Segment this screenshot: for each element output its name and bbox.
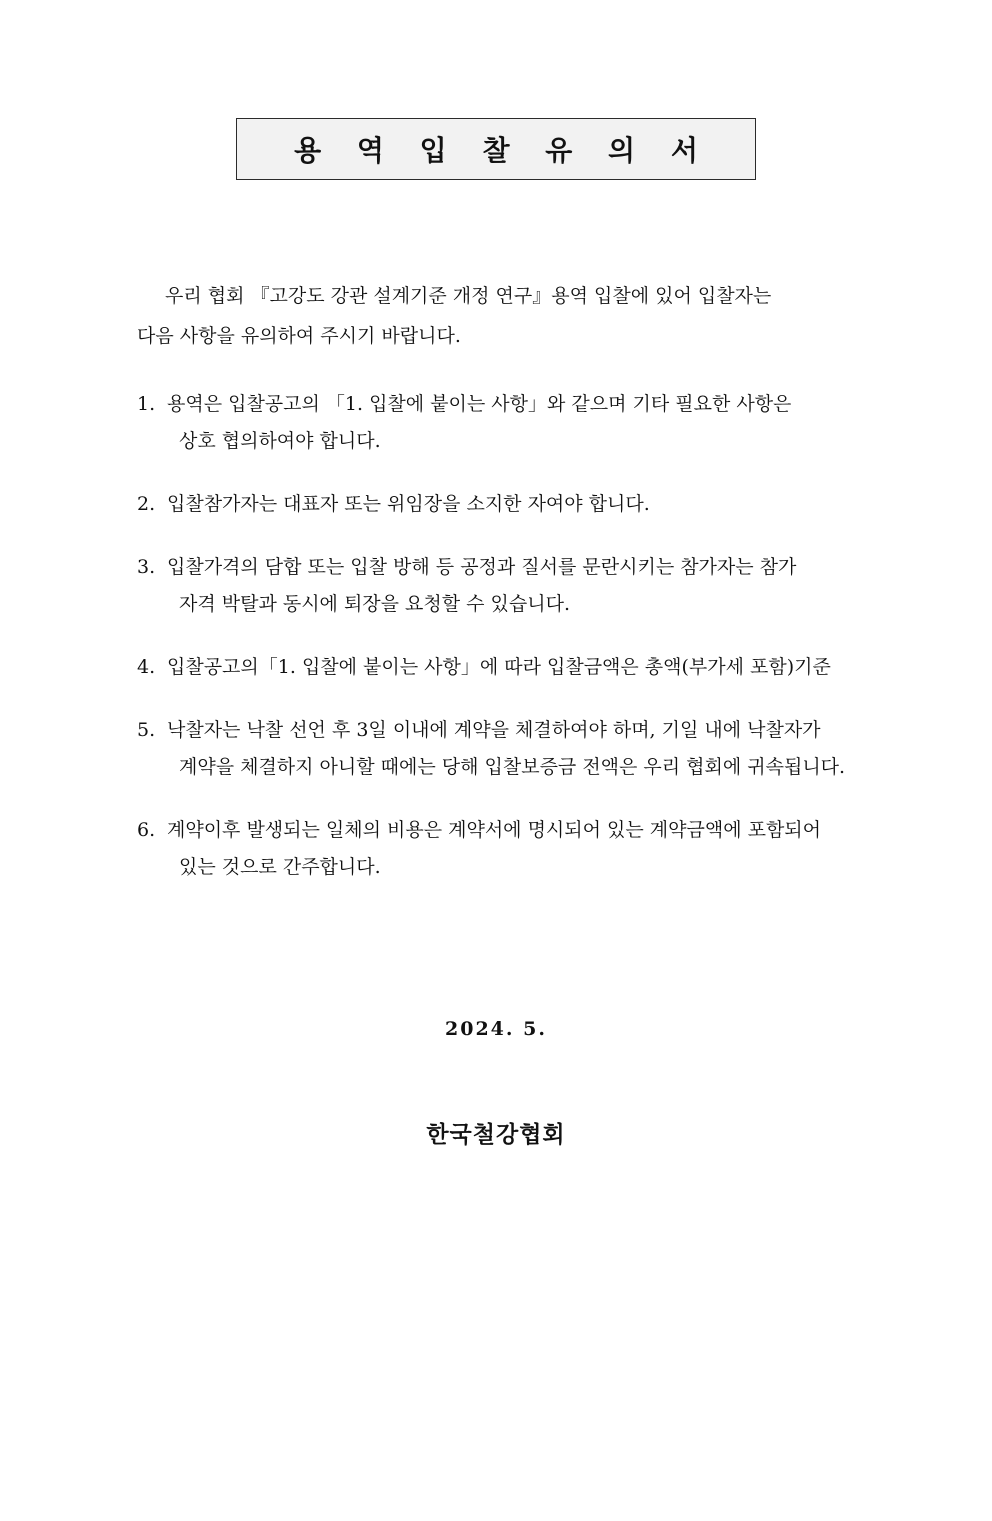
- list-item-line: 상호 협의하여야 합니다.: [179, 430, 381, 452]
- list-item-line: 입찰공고의「1. 입찰에 붙이는 사항」에 따라 입찰금액은 총액(부가세 포함)기준: [167, 656, 831, 678]
- list-item-text: [167, 549, 911, 623]
- list-item-text: [167, 386, 911, 460]
- list-item-number: 6.: [137, 819, 156, 841]
- list-item-line: 낙찰자는 낙찰 선언 후 3일 이내에 계약을 체결하여야 하며, 기일 내에 낙찰자가: [167, 719, 821, 741]
- list-item-number: 2.: [137, 493, 156, 515]
- list-item-line: 입찰참가자는 대표자 또는 위임장을 소지한 자여야 합니다.: [167, 493, 650, 515]
- document-page: [0, 118, 992, 1521]
- list-item: [137, 386, 911, 460]
- list-item-text: [167, 649, 911, 686]
- document-body: [81, 276, 911, 886]
- list-item-line: 자격 박탈과 동시에 퇴장을 요청할 수 있습니다.: [179, 593, 571, 615]
- list-item-text: [167, 486, 911, 523]
- list-item-text: [167, 812, 911, 886]
- document-date: 2024. 5.: [445, 1018, 547, 1040]
- list-item-line: 있는 것으로 간주합니다.: [179, 856, 381, 878]
- list-item-number: 1.: [137, 393, 156, 415]
- intro-line-1: 우리 협회 『고강도 강관 설계기준 개정 연구』용역 입찰에 있어 입찰자는: [165, 285, 772, 307]
- organization-name: 한국철강협회: [426, 1121, 566, 1148]
- list-item-line: 용역은 입찰공고의 「1. 입찰에 붙이는 사항」와 같으며 기타 필요한 사항은: [167, 393, 792, 415]
- intro-paragraph: [137, 276, 911, 356]
- notice-list: [137, 386, 911, 886]
- document-footer: [0, 1018, 992, 1149]
- list-item-number: 4.: [137, 656, 156, 678]
- list-item-number: 5.: [137, 719, 156, 741]
- list-item-number: 3.: [137, 556, 156, 578]
- page-title: 용 역 입 찰 유 의 서: [294, 134, 711, 167]
- intro-line-2: 다음 사항을 유의하여 주시기 바랍니다.: [137, 325, 461, 347]
- list-item: [137, 712, 911, 786]
- list-item: [137, 486, 911, 523]
- list-item-line: 계약이후 발생되는 일체의 비용은 계약서에 명시되어 있는 계약금액에 포함되어: [167, 819, 822, 841]
- title-box: [236, 118, 756, 180]
- list-item: [137, 649, 911, 686]
- list-item: [137, 549, 911, 623]
- list-item-line: 입찰가격의 담합 또는 입찰 방해 등 공정과 질서를 문란시키는 참가자는 참가: [167, 556, 797, 578]
- list-item-line: 계약을 체결하지 아니할 때에는 당해 입찰보증금 전액은 우리 협회에 귀속됩니다.: [179, 756, 846, 778]
- list-item-text: [167, 712, 911, 786]
- list-item: [137, 812, 911, 886]
- title-container: [0, 118, 992, 180]
